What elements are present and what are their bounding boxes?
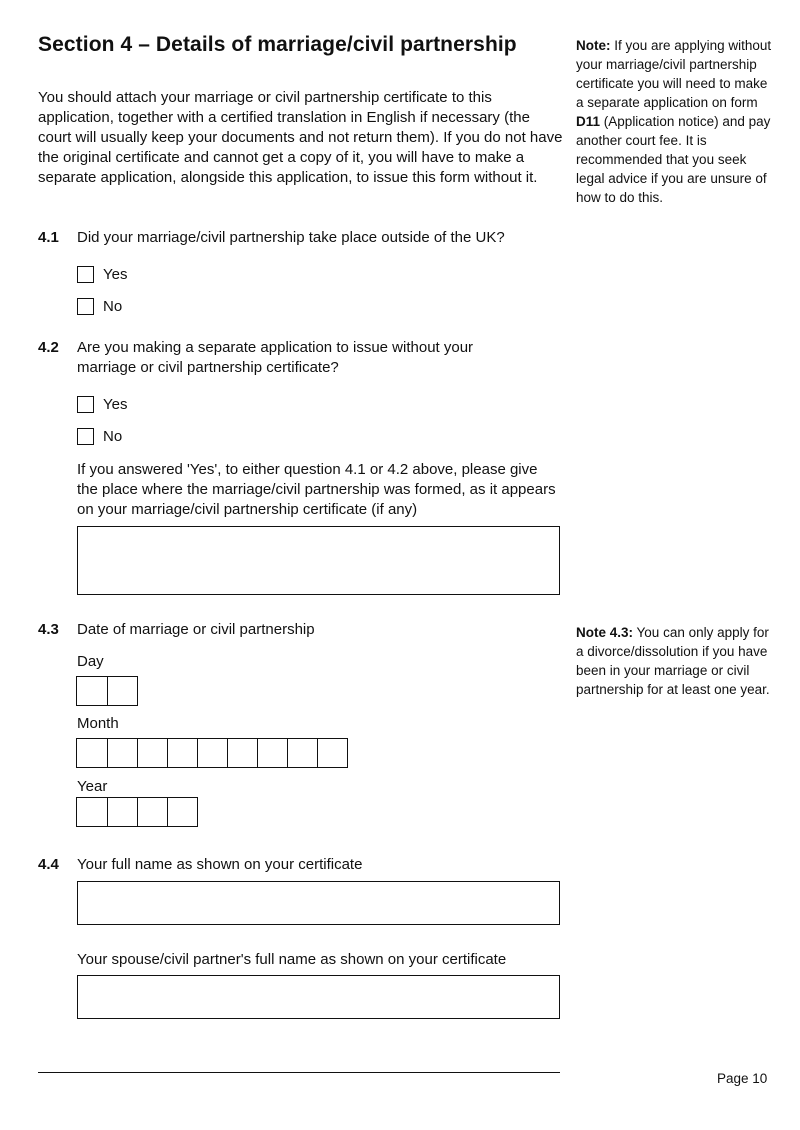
option-label: Yes — [103, 396, 128, 413]
digit-box[interactable] — [107, 798, 137, 826]
note-certificate — [576, 36, 776, 207]
yes-checkbox[interactable] — [77, 266, 94, 283]
option-label: Yes — [103, 266, 128, 283]
note-label: Note: — [576, 38, 611, 53]
spouse-name-field[interactable] — [77, 975, 560, 1019]
month-label: Month — [77, 715, 119, 732]
question-number-4-2: 4.2 — [38, 339, 59, 356]
month-input[interactable] — [76, 738, 348, 768]
no-checkbox[interactable] — [77, 428, 94, 445]
letter-box[interactable] — [167, 739, 197, 767]
letter-box[interactable] — [257, 739, 287, 767]
letter-box[interactable] — [107, 739, 137, 767]
full-name-field[interactable] — [77, 881, 560, 925]
digit-box[interactable] — [77, 677, 107, 705]
section-title: Section 4 – Details of marriage/civil partnership — [38, 33, 517, 56]
digit-box[interactable] — [167, 798, 197, 826]
place-of-marriage-field[interactable] — [77, 526, 560, 595]
form-code: D11 — [576, 114, 601, 129]
question-number-4-4: 4.4 — [38, 856, 59, 873]
footer-divider — [38, 1072, 560, 1073]
digit-box[interactable] — [77, 798, 107, 826]
note-text-before: If you are applying without your marriage/civil partnership certificate you will need to make a separate application on form — [576, 38, 772, 110]
letter-box[interactable] — [77, 739, 107, 767]
digit-box[interactable] — [137, 798, 167, 826]
note-label: Note 4.3: — [576, 625, 634, 640]
letter-box[interactable] — [287, 739, 317, 767]
place-of-marriage-instruction: If you answered 'Yes', to either question 4.1 or 4.2 above, please give the place where the marriage/civil partnership was formed, as it appears on your marriage/civil partnership certificate (if any) — [77, 461, 556, 518]
question-number-4-3: 4.3 — [38, 621, 59, 638]
letter-box[interactable] — [227, 739, 257, 767]
question-4-2-text: Are you making a separate application to issue without your marriage or civil partnership certificate? — [77, 339, 474, 376]
year-input[interactable] — [76, 797, 198, 827]
no-checkbox[interactable] — [77, 298, 94, 315]
question-4-1-text: Did your marriage/civil partnership take place outside of the UK? — [77, 229, 505, 246]
note-4-3 — [576, 623, 776, 699]
note-text-after: (Application notice) and pay another court fee. It is recommended that you seek legal advice if you are unsure of how to do this. — [576, 114, 771, 205]
letter-box[interactable] — [137, 739, 167, 767]
question-4-4-text: Your full name as shown on your certificate — [77, 856, 363, 873]
yes-checkbox[interactable] — [77, 396, 94, 413]
page-number: Page 10 — [717, 1071, 768, 1086]
option-label: No — [103, 428, 123, 445]
letter-box[interactable] — [197, 739, 227, 767]
option-4-1-yes[interactable] — [77, 266, 127, 283]
option-label: No — [103, 298, 123, 315]
digit-box[interactable] — [107, 677, 137, 705]
note-text: You can only apply for a divorce/dissolution if you have been in your marriage or civil partnership for at least one year. — [576, 625, 770, 697]
day-input[interactable] — [76, 676, 138, 706]
option-4-1-no[interactable] — [77, 298, 122, 315]
option-4-2-no[interactable] — [77, 428, 122, 445]
section-intro: You should attach your marriage or civil partnership certificate to this application, together with a certified translation in English if necessary (the court will usually keep your documents and not return them). If you do not have the original certificate and cannot get a copy of it, you will have to make a separate application, alongside this application, to issue this form without it. — [38, 89, 563, 186]
day-label: Day — [77, 653, 104, 670]
letter-box[interactable] — [317, 739, 347, 767]
spouse-name-label: Your spouse/civil partner's full name as shown on your certificate — [77, 951, 507, 968]
question-4-3-text: Date of marriage or civil partnership — [77, 621, 315, 638]
question-number-4-1: 4.1 — [38, 229, 59, 246]
year-label: Year — [77, 778, 108, 795]
option-4-2-yes[interactable] — [77, 396, 127, 413]
